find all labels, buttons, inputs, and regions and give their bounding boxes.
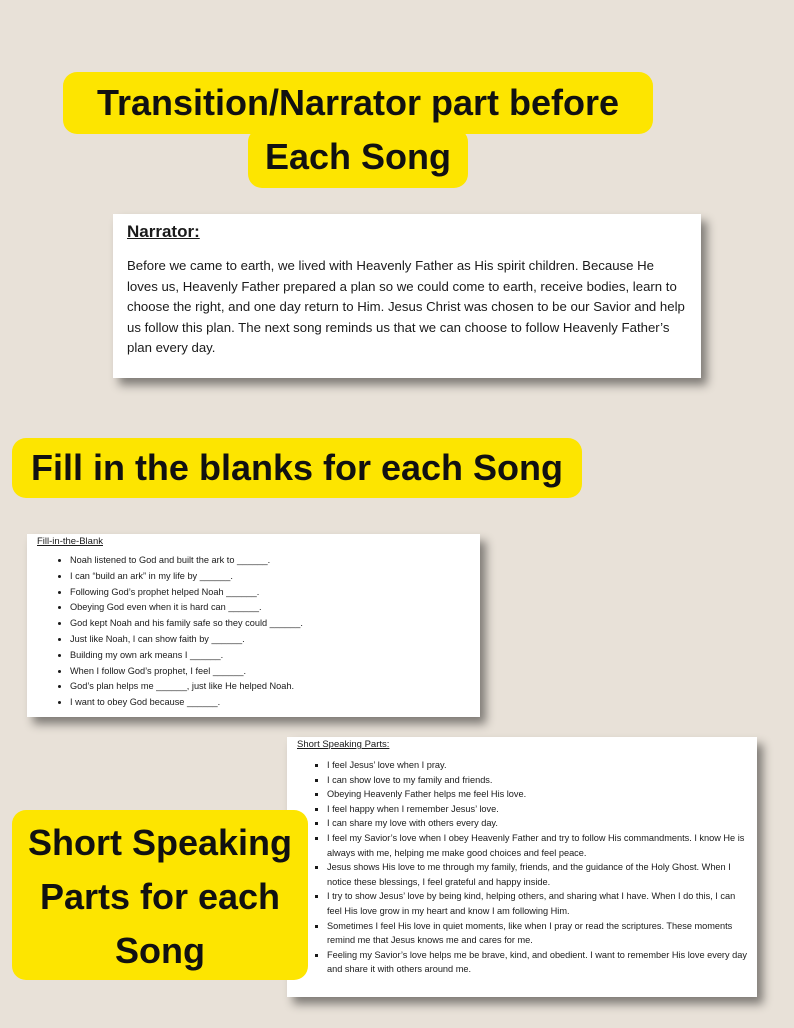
list-item: ▪ I can share my love with others every day. xyxy=(327,816,747,831)
speaking-label-line2: Parts for each xyxy=(39,876,281,917)
list-item: • God kept Noah and his family safe so they could ______. xyxy=(70,616,470,632)
speaking-parts-card xyxy=(287,737,757,997)
list-item: ▪ Obeying Heavenly Father helps me feel His love. xyxy=(327,787,747,802)
transition-label-line1: Transition/Narrator part before xyxy=(63,72,653,134)
list-item: ▪ I can show love to my family and friends. xyxy=(327,773,747,788)
speaking-parts-list xyxy=(297,758,747,977)
list-item: ▪ I feel my Savior’s love when I obey Heavenly Father and try to follow His commandments. I know He is always with me, helping me make good choices and feel peace. xyxy=(327,831,747,860)
speaking-parts-heading: Short Speaking Parts: xyxy=(297,739,390,750)
fill-in-list xyxy=(37,553,470,711)
narrator-body: Before we came to earth, we lived with Heavenly Father as His spirit children. Because He loves us, Heavenly Father prepared a plan so we could come to earth, receive bodies, learn to choose the right, and one day return to Him. Jesus Christ was chosen to be our Savior and help us follow this plan. The next song reminds us that we can choose to follow Heavenly Father’s plan every day. xyxy=(127,258,685,356)
list-item: • Following God’s prophet helped Noah ______. xyxy=(70,585,470,601)
list-item: • Building my own ark means I ______. xyxy=(70,648,470,664)
list-item: ▪ I try to show Jesus’ love by being kind, helping others, and sharing what I have. When I do this, I can feel His love grow in my heart and know I am following Him. xyxy=(327,889,747,918)
speaking-label-line3: Song xyxy=(115,930,205,971)
transition-label-line2: Each Song xyxy=(248,128,468,188)
list-item: ▪ I feel Jesus’ love when I pray. xyxy=(327,758,747,773)
narrator-heading: Narrator: xyxy=(127,222,200,241)
speaking-label-line1: Short Speaking xyxy=(27,822,293,863)
list-item: ▪ Jesus shows His love to me through my family, friends, and the guidance of the Holy Ghost. When I notice these blessings, I feel grateful and happy inside. xyxy=(327,860,747,889)
list-item: • When I follow God’s prophet, I feel ______. xyxy=(70,664,470,680)
fill-in-heading: Fill-in-the-Blank xyxy=(37,536,103,547)
list-item: ▪ Feeling my Savior’s love helps me be brave, kind, and obedient. I want to remember His love every day and share it with others around me. xyxy=(327,948,747,977)
fill-in-card xyxy=(27,534,480,717)
narrator-card xyxy=(113,214,701,378)
list-item: • Noah listened to God and built the ark to ______. xyxy=(70,553,470,569)
speaking-parts-label xyxy=(12,810,308,980)
fill-in-label: Fill in the blanks for each Song xyxy=(12,438,582,498)
list-item: • Just like Noah, I can show faith by ______. xyxy=(70,632,470,648)
list-item: ▪ I feel happy when I remember Jesus’ love. xyxy=(327,802,747,817)
list-item: • God’s plan helps me ______, just like He helped Noah. xyxy=(70,679,470,695)
list-item: • Obeying God even when it is hard can ______. xyxy=(70,600,470,616)
list-item: • I can “build an ark” in my life by ______. xyxy=(70,569,470,585)
list-item: ▪ Sometimes I feel His love in quiet moments, like when I pray or read the scriptures. These moments remind me that Jesus knows me and cares for me. xyxy=(327,919,747,948)
list-item: • I want to obey God because ______. xyxy=(70,695,470,711)
